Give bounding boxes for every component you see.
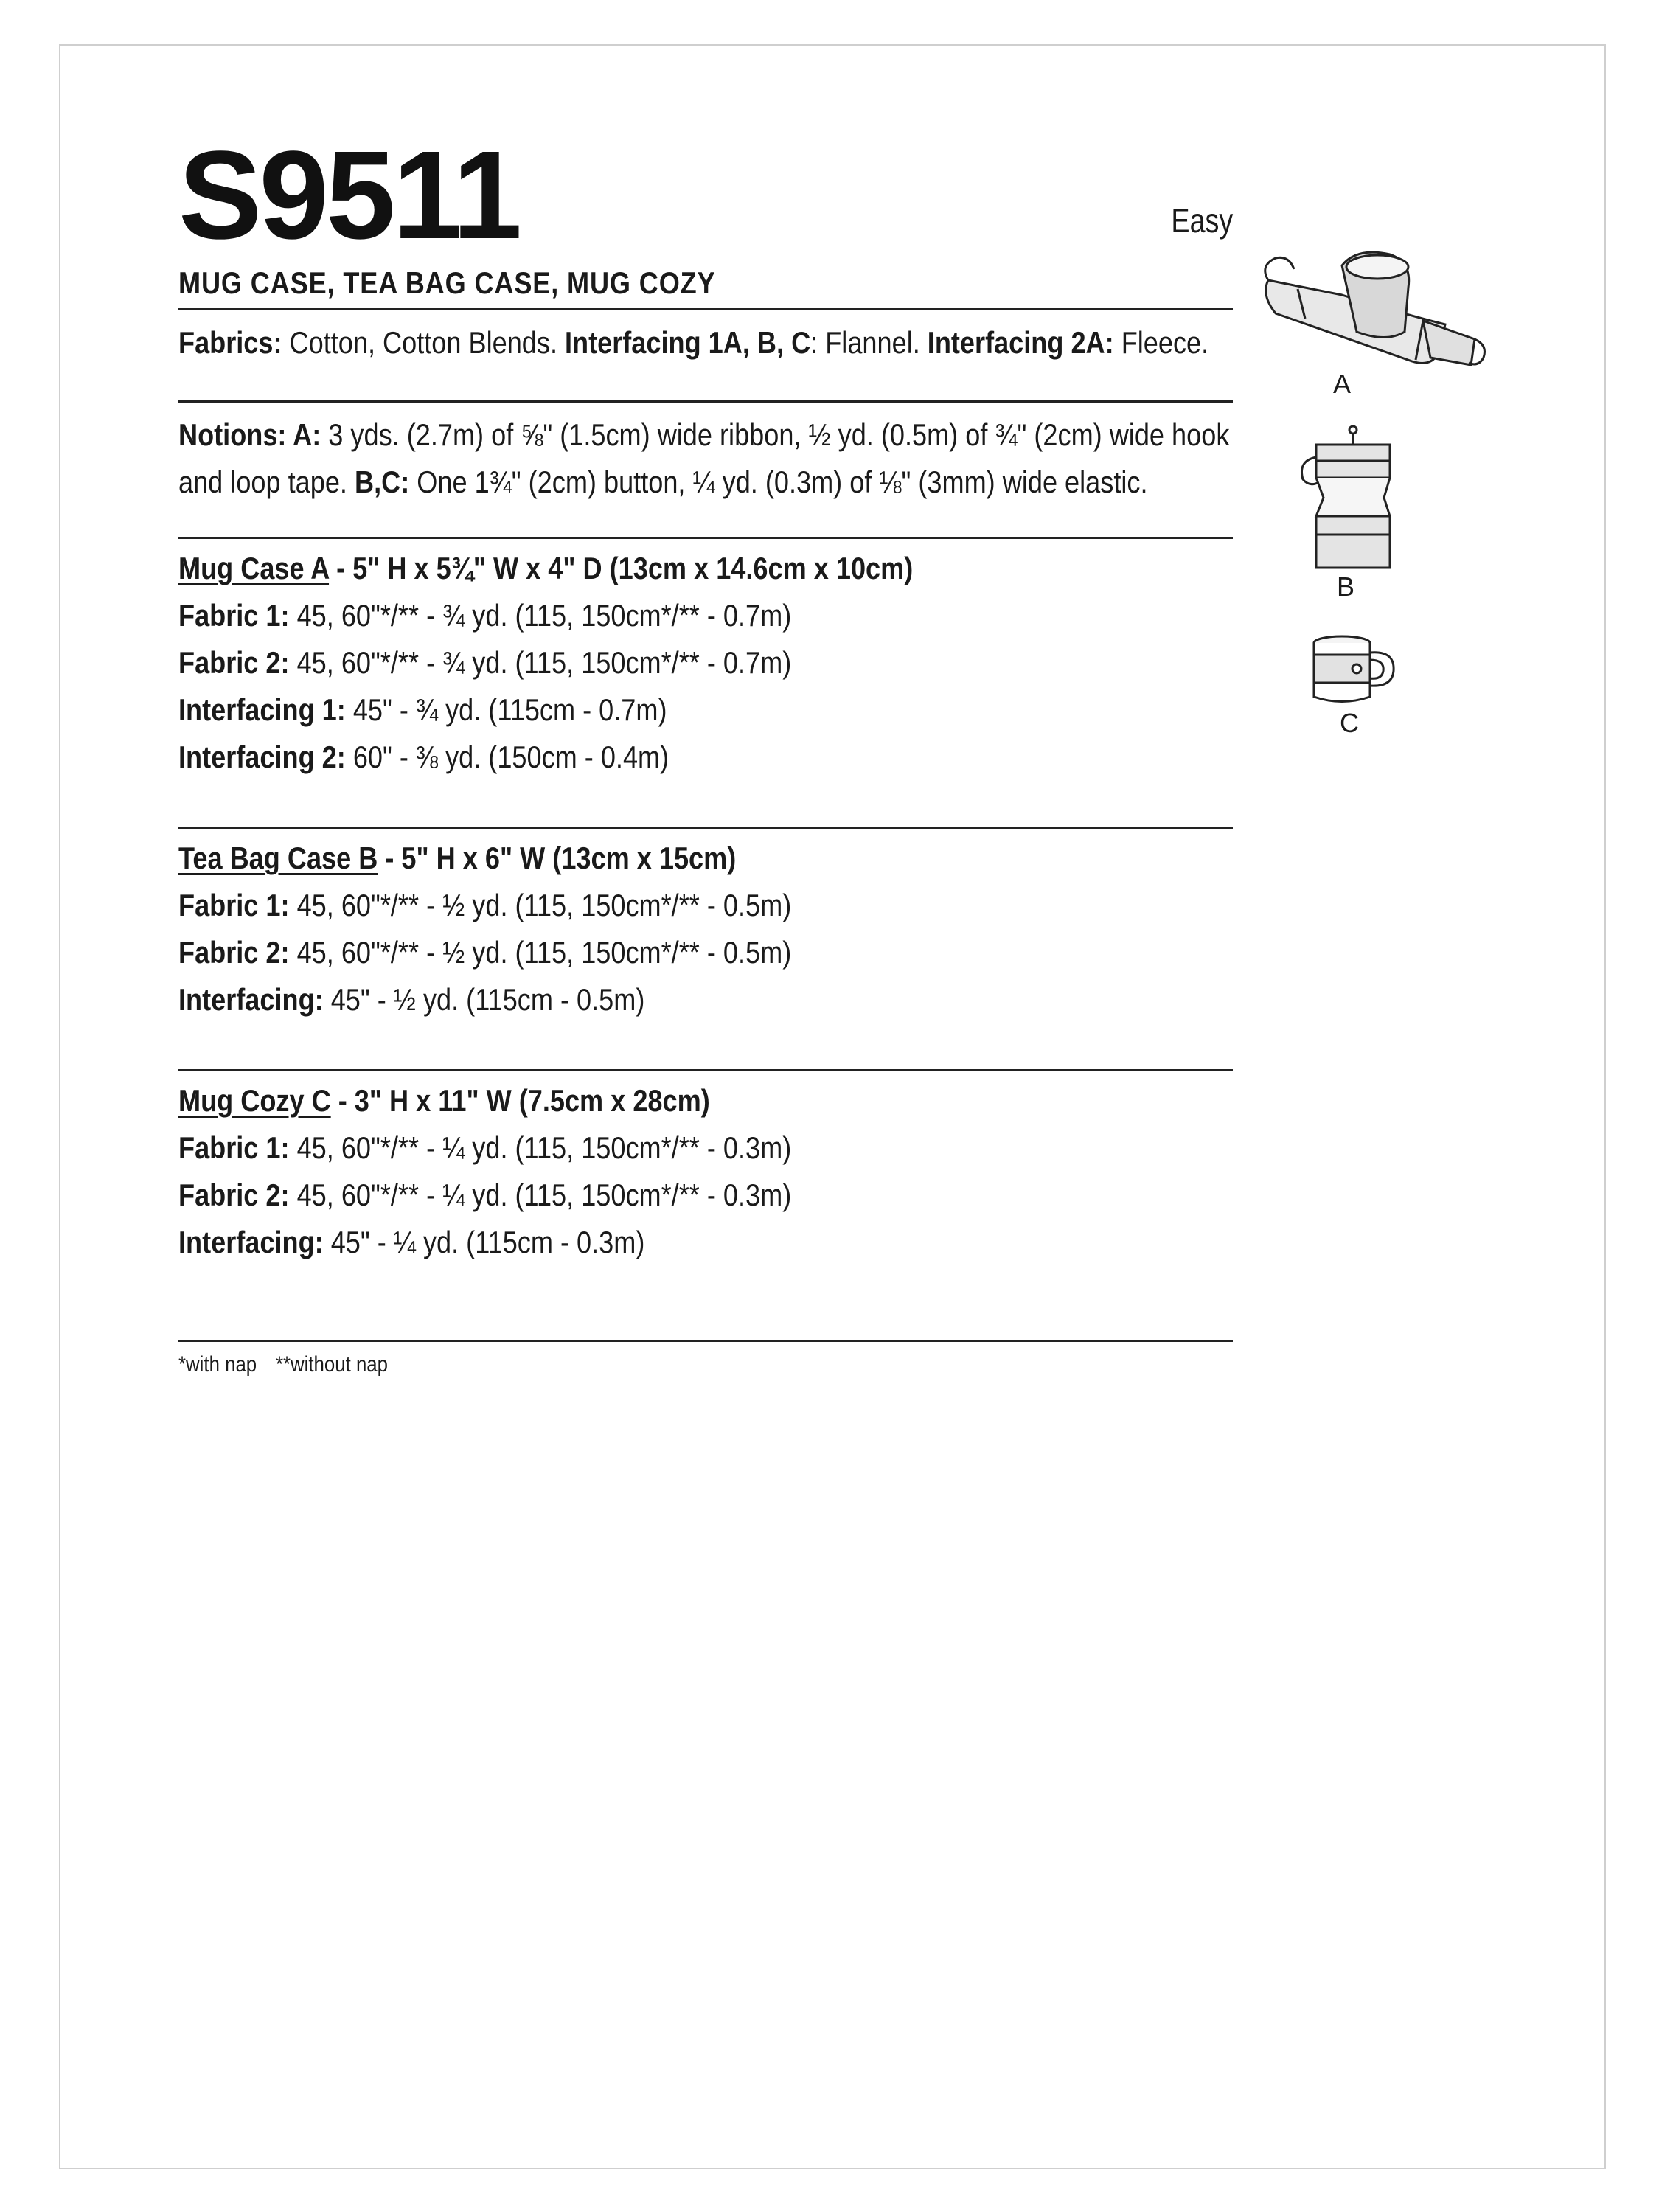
section-name: Mug Case A: [178, 551, 330, 585]
interfacing-1-label: Interfacing 1A, B, C: [565, 325, 811, 360]
notions-label: Notions: A:: [178, 417, 321, 452]
interfacing-2-value: Fleece.: [1113, 325, 1209, 360]
divider: [178, 1069, 1233, 1071]
divider: [178, 827, 1233, 829]
yardage-row: [178, 1219, 1231, 1266]
figure-label-b: B: [1336, 571, 1354, 602]
row-label: Interfacing:: [178, 982, 324, 1017]
row-value: 45, 60"*/** - ½ yd. (115, 150cm*/** - 0.5m): [289, 935, 792, 970]
footnotes: [178, 1352, 1231, 1377]
row-label: Fabric 2:: [178, 935, 290, 970]
yardage-row: [178, 882, 1231, 929]
pattern-title-text: MUG CASE, TEA BAG CASE, MUG COZY: [178, 265, 716, 300]
row-label: Interfacing:: [178, 1225, 324, 1259]
section-name: Tea Bag Case B: [178, 841, 378, 875]
yardage-row: [178, 734, 1231, 781]
notions-bc-value: One 1¾" (2cm) button, ¼ yd. (0.3m) of ⅛" (3mm) wide elastic.: [409, 465, 1148, 499]
yardage-row: [178, 1172, 1231, 1219]
divider: [178, 1340, 1233, 1342]
figure-label-c: C: [1340, 708, 1359, 738]
yardage-row: [178, 929, 1231, 976]
mug-case-illustration: [1253, 236, 1489, 376]
section-heading: [178, 835, 1231, 882]
yardage-row: [178, 976, 1231, 1023]
pattern-code: S9511: [178, 125, 520, 265]
section-heading: [178, 1077, 1231, 1124]
section-tea-bag-case: [178, 835, 1233, 1023]
row-label: Fabric 1:: [178, 598, 290, 633]
row-label: Fabric 2:: [178, 645, 290, 680]
yardage-row: [178, 639, 1231, 686]
pattern-title: [178, 265, 1233, 301]
mug-cozy-illustration: [1305, 634, 1401, 708]
row-value: 60" - ⅜ yd. (150cm - 0.4m): [345, 740, 669, 774]
yardage-row: [178, 1124, 1231, 1172]
notions-bc-label: B,C:: [354, 465, 410, 499]
row-label: Fabric 2:: [178, 1178, 290, 1212]
interfacing-1-value: : Flannel.: [810, 325, 928, 360]
pattern-envelope-back: [178, 125, 1233, 1377]
tea-bag-case-illustration: [1294, 424, 1405, 575]
fabrics-section: [178, 319, 1233, 366]
divider: [178, 308, 1233, 310]
footnote-with-nap: *with nap: [178, 1352, 257, 1377]
row-value: 45" - ½ yd. (115cm - 0.5m): [323, 982, 645, 1017]
section-dimensions: - 5" H x 5¾" W x 4" D (13cm x 14.6cm x 10cm): [329, 551, 914, 585]
fabrics-label: Fabrics:: [178, 325, 282, 360]
row-label: Interfacing 1:: [178, 692, 346, 727]
row-label: Fabric 1:: [178, 888, 290, 922]
row-value: 45, 60"*/** - ½ yd. (115, 150cm*/** - 0.5m): [289, 888, 792, 922]
row-value: 45, 60"*/** - ¾ yd. (115, 150cm*/** - 0.7m): [289, 645, 792, 680]
difficulty-level: Easy: [1171, 201, 1233, 240]
section-heading: [178, 545, 1231, 592]
yardage-row: [178, 686, 1231, 734]
row-value: 45" - ¼ yd. (115cm - 0.3m): [323, 1225, 645, 1259]
section-mug-cozy: [178, 1077, 1233, 1266]
divider: [178, 537, 1233, 539]
section-dimensions: - 3" H x 11" W (7.5cm x 28cm): [330, 1083, 710, 1118]
footnote-without-nap: **without nap: [275, 1352, 388, 1377]
yardage-row: [178, 592, 1231, 639]
divider: [178, 400, 1233, 403]
section-mug-case: [178, 545, 1233, 781]
section-name: Mug Cozy C: [178, 1083, 331, 1118]
notions-a-value: 3 yds. (2.7m) of ⅝" (1.5cm) wide ribbon, ½ yd. (0.5m) of ¾" (2cm) wide hook and loop tape.: [178, 417, 1230, 499]
section-dimensions: - 5" H x 6" W (13cm x 15cm): [378, 841, 737, 875]
figure-label-a: A: [1332, 369, 1351, 399]
row-value: 45, 60"*/** - ¼ yd. (115, 150cm*/** - 0.3m): [289, 1130, 792, 1165]
row-value: 45, 60"*/** - ¼ yd. (115, 150cm*/** - 0.3m): [289, 1178, 792, 1212]
row-value: 45, 60"*/** - ¾ yd. (115, 150cm*/** - 0.7m): [289, 598, 792, 633]
fabrics-value: Cotton, Cotton Blends.: [282, 325, 566, 360]
fabrics-text: [178, 319, 1231, 366]
row-label: Interfacing 2:: [178, 740, 346, 774]
row-label: Fabric 1:: [178, 1130, 290, 1165]
interfacing-2-label: Interfacing 2A:: [927, 325, 1114, 360]
notions-section: [178, 411, 1233, 506]
notions-text: [178, 411, 1231, 506]
row-value: 45" - ¾ yd. (115cm - 0.7m): [345, 692, 667, 727]
